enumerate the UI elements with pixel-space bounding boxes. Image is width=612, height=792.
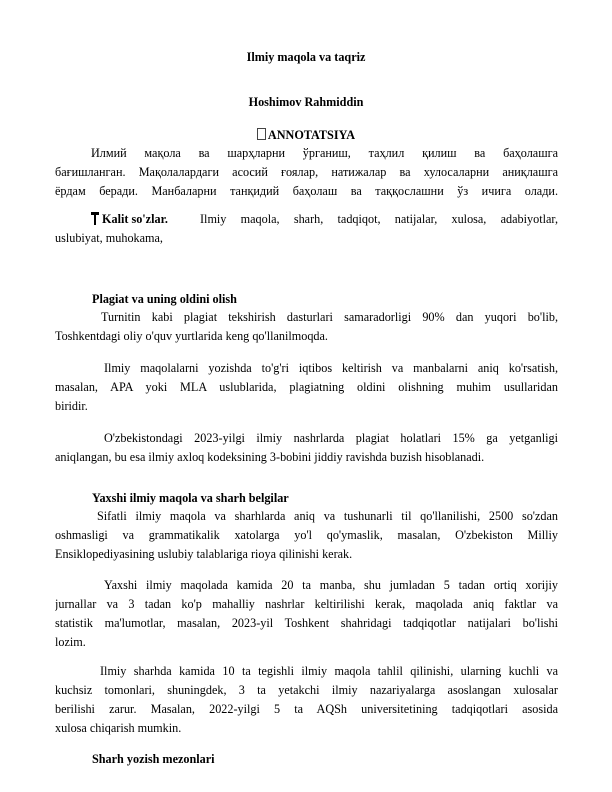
annotation-line: бағишланган. Мақолалардаги асосий ғоялар, натижалар ва хулосаларни аниқлашга — [55, 165, 558, 179]
paragraph-line: biridir. — [55, 399, 88, 413]
section-heading-review-criteria: Sharh yozish mezonlari — [92, 752, 215, 766]
annotation-heading — [0, 128, 612, 142]
paragraph-line: Toshkentdagi oliy o'quv yurtlarida keng qo'llanilmoqda. — [55, 329, 328, 343]
pin-icon — [91, 212, 99, 225]
paragraph-line: xulosa chiqarish mumkin. — [55, 721, 182, 735]
paragraph-line: berilishi zarur. Masalan, 2022-yilgi 5 ta AQSh universitetining tadqiqotlari asosida — [55, 702, 558, 716]
section-heading-quality: Yaxshi ilmiy maqola va sharh belgilar — [92, 491, 289, 505]
paragraph-line: Ilmiy sharhda kamida 10 ta tegishli ilmiy maqola tahlil qilinishi, ularning kuchli va — [100, 664, 558, 678]
author-name: Hoshimov Rahmiddin — [248, 95, 364, 109]
paragraph-line: Sifatli ilmiy maqola va sharhlarda aniq va tushunarli til qo'llanilishi, 2500 so'zdan — [97, 509, 558, 523]
paragraph-line: kuchsiz tomonlari, shuningdek, 3 ta yetakchi ilmiy nazariyalarga asoslangan xulosalar — [55, 683, 558, 697]
paragraph-line: oshmasligi va grammatikalik xatolarga yo'l qo'ymaslik, masalan, O'zbekiston Milliy — [55, 528, 558, 542]
paragraph-line: Ensiklopediyasining uslubiy talablariga rioya qilinishi kerak. — [55, 547, 353, 561]
annotation-line: Илмий мақола ва шарҳларни ўрганиш, таҳлил қилиш ва баҳолашга — [91, 146, 558, 160]
keywords-text-cont: uslubiyat, muhokama, — [55, 231, 163, 245]
paragraph-line: masalan, APA yoki MLA uslublarida, plagiatning oldini olishning muhim usullaridan — [55, 380, 558, 394]
paragraph-line: Ilmiy maqolalarni yozishda to'g'ri iqtibos keltirish va manbalarni aniq ko'rsatish, — [104, 361, 558, 375]
paragraph-line: Yaxshi ilmiy maqolada kamida 20 ta manba, shu jumladan 5 tadan ortiq xorijiy — [104, 578, 558, 592]
paragraph-line: jurnallar va 3 tadan ko'p mahalliy nashrlar keltirilishi kerak, maqolada aniq faktlar va — [55, 597, 558, 611]
keywords-text: Ilmiy maqola, sharh, tadqiqot, natijalar, xulosa, adabiyotlar, — [200, 212, 558, 226]
annotation-heading-text: ANNOTATSIYA — [267, 128, 356, 142]
keywords-line — [91, 212, 558, 227]
paragraph-line: O'zbekistondagi 2023-yilgi ilmiy nashrlarda plagiat holatlari 15% ga yetganligi — [104, 431, 558, 445]
paragraph-line: aniqlangan, bu esa ilmiy axloq kodeksining 3-bobini jiddiy ravishda buzish hisoblanadi. — [55, 450, 485, 464]
paragraph-line: lozim. — [55, 635, 86, 649]
section-heading-plagiarism: Plagiat va uning oldini olish — [92, 292, 237, 306]
paragraph-line: Turnitin kabi plagiat tekshirish dasturlari samaradorligi 90% dan yuqori bo'lib, — [101, 310, 558, 324]
document-title: Ilmiy maqola va taqriz — [246, 50, 366, 64]
keywords-label: Kalit so'zlar. — [102, 212, 168, 226]
missing-glyph-icon — [257, 128, 266, 140]
paragraph-line: statistik ma'lumotlar, masalan, 2023-yil Toshkent shahridagi tadqiqotlar natijalari bo'lishi — [55, 616, 558, 630]
keywords-label-group — [91, 212, 168, 227]
annotation-line: ёрдам беради. Манбаларни танқидий баҳолаш ва таққослашни ўз ичига олади. — [55, 184, 558, 198]
